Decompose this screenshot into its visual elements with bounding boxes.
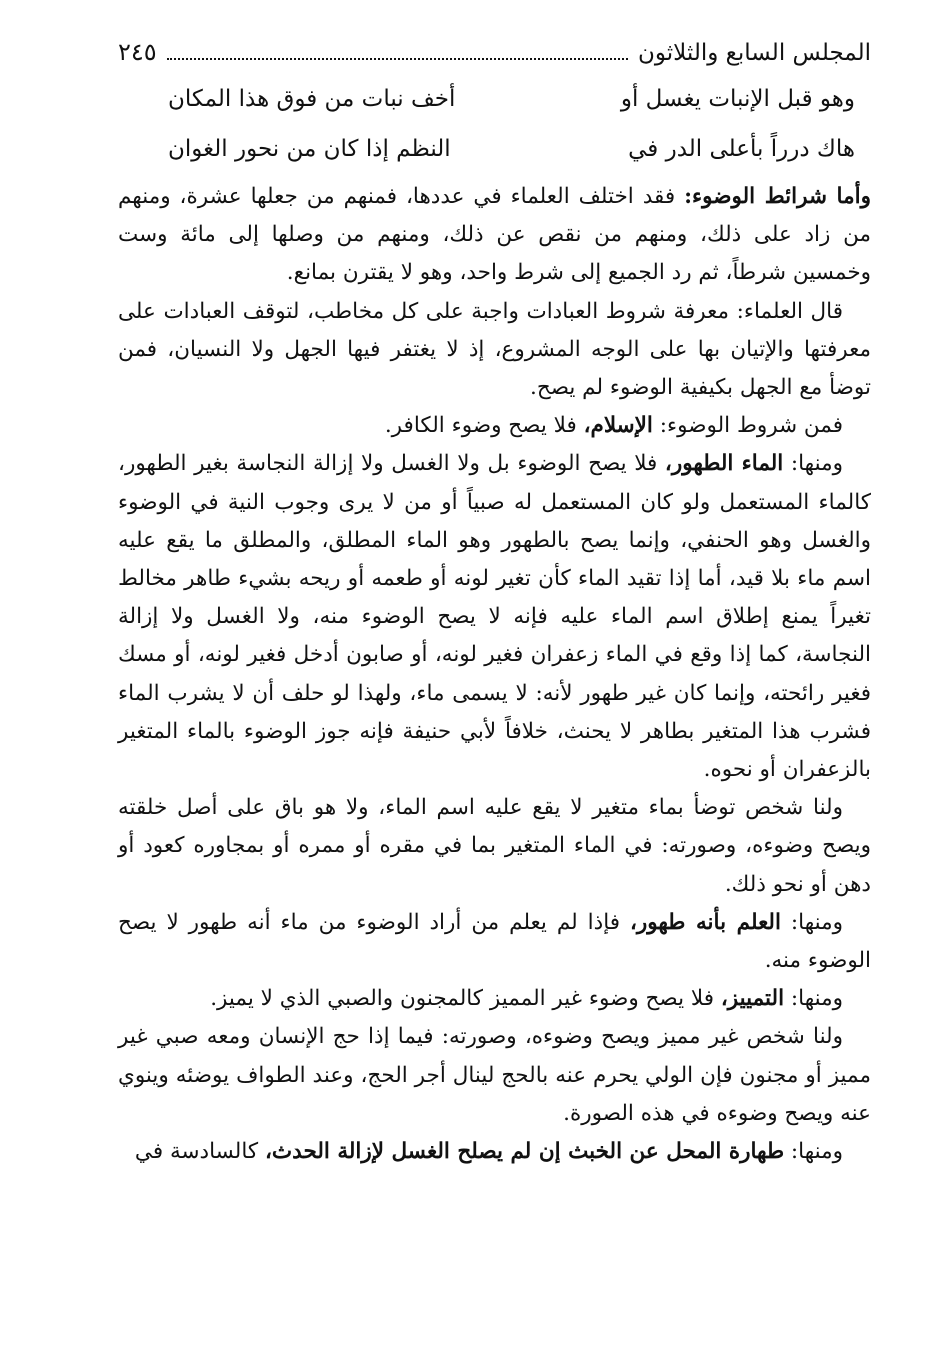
dotted-leader bbox=[167, 44, 628, 60]
paragraph-lead: ومنها: bbox=[784, 1139, 843, 1165]
page-number: ٢٤٥ bbox=[118, 38, 157, 66]
verse-line bbox=[118, 74, 871, 124]
bold-term: الإسلام، bbox=[583, 413, 653, 439]
paragraph-text: ولنا شخص توضأ بماء متغير لا يقع عليه اسم الماء، ولا هو باق على أصل خلقته ويصح وضوءه، وصورته: في الماء المتغير بما في مقره أو ممره أو بمجاوره كعود أو دهن أو نحو ذلك. bbox=[118, 795, 871, 897]
paragraph-text: فلا يصح الوضوء بل ولا الغسل ولا إزالة النجاسة بغير الطهور، كالماء المستعمل ولو كان المستعمل له صبياً أو من لا يرى وجوب النية في الوضوء والغسل وهو الحنفي، وإنما يصح بالطهور وهو الماء المطلق، والمطلق ما يقع عليه اسم ماء بلا قيد، أما إذا تقيد الماء كأن تغير لونه أو طعمه أو ريحه بشيء طاهر مخالط تغيراً يمنع إطلاق اسم الماء عليه فإنه لا يصح الوضوء منه، ولا الغسل ولا إزالة النجاسة، كما إذا وقع في الماء زعفران فغير لونه، أو صابون أدخل فغير لونه، أو مسك فغير رائحته، وإنما كان غير طهور لأنه: لا يسمى ماء، ولهذا لو حلف أن لا يشرب الماء فشرب هذا المتغير بطاهر لا يحنث، خلافاً لأبي حنيفة فإنه جوز الوضوء بالماء المتغير بالزعفران أو نحوه. bbox=[118, 451, 871, 783]
bold-heading: وأما شرائط الوضوء: bbox=[684, 184, 871, 209]
bold-term: التمييز، bbox=[720, 986, 785, 1012]
paragraph-text: كالسادسة في bbox=[134, 1139, 265, 1165]
verse-first-hemistich: وهو قبل الإنبات يغسل أو bbox=[620, 86, 855, 112]
bold-term: الماء الطهور، bbox=[664, 451, 784, 477]
body-text bbox=[118, 178, 871, 1171]
bold-term: طهارة المحل عن الخبث إن لم يصلح الغسل لإزالة الحدث، bbox=[264, 1139, 785, 1165]
poem-verses bbox=[118, 74, 871, 174]
paragraph-lead: فمن شروط الوضوء: bbox=[652, 413, 843, 439]
paragraph bbox=[118, 789, 871, 904]
verse-second-hemistich: النظم إذا كان من نحور الغوان bbox=[168, 136, 451, 162]
running-header bbox=[118, 38, 871, 74]
paragraph-text: فقد اختلف العلماء في عددها، فمنهم من جعلها عشرة، ومنهم من زاد على ذلك، ومنهم من نقص عن ذلك، ومنهم من وصلها إلى مائة وست وخمسين شرطاً، ثم رد الجميع إلى شرط واحد، وهو لا يقترن بمانع. bbox=[118, 184, 871, 286]
paragraph-text: قال العلماء: معرفة شروط العبادات واجبة على كل مخاطب، لتوقف العبادات على معرفتها والإتيان بها على الوجه المشروع، إذ لا يغتفر فيها الجهل ولا النسيان، فمن توضأ مع الجهل بكيفية الوضوء لم يصح. bbox=[118, 298, 871, 401]
chapter-title: المجلس السابع والثلاثون bbox=[637, 40, 871, 66]
paragraph bbox=[118, 980, 871, 1018]
paragraph-text: فلا يصح وضوء الكافر. bbox=[384, 413, 584, 439]
paragraph bbox=[118, 1133, 871, 1171]
bold-term: العلم بأنه طهور، bbox=[629, 909, 781, 935]
verse-first-hemistich: هاك درراً بأعلى الدر في bbox=[628, 136, 855, 162]
verse-second-hemistich: أخف نبات من فوق هذا المكان bbox=[168, 86, 456, 112]
verse-line bbox=[118, 124, 871, 174]
paragraph bbox=[118, 178, 871, 293]
paragraph-text: فإذا لم يعلم من أراد الوضوء من ماء أنه طهور لا يصح الوضوء منه. bbox=[118, 909, 871, 974]
paragraph-text: فلا يصح وضوء غير المميز كالمجنون والصبي الذي لا يميز. bbox=[210, 986, 721, 1012]
paragraph bbox=[118, 904, 871, 980]
paragraph bbox=[118, 407, 871, 445]
paragraph bbox=[118, 445, 871, 789]
paragraph-lead: ومنها: bbox=[783, 451, 843, 477]
paragraph-text: ولنا شخص غير مميز ويصح وضوءه، وصورته: فيما إذا حج الإنسان ومعه صبي غير مميز أو مجنون فإن الولي يحرم عنه بالحج لينال أجر الحج، وعند الطواف يوضئه وينوي عنه ويصح وضوءه في هذه الصورة. bbox=[118, 1024, 871, 1126]
paragraph-lead: ومنها: bbox=[780, 909, 843, 935]
paragraph bbox=[118, 293, 871, 408]
paragraph-lead: ومنها: bbox=[784, 986, 843, 1012]
paragraph bbox=[118, 1018, 871, 1133]
